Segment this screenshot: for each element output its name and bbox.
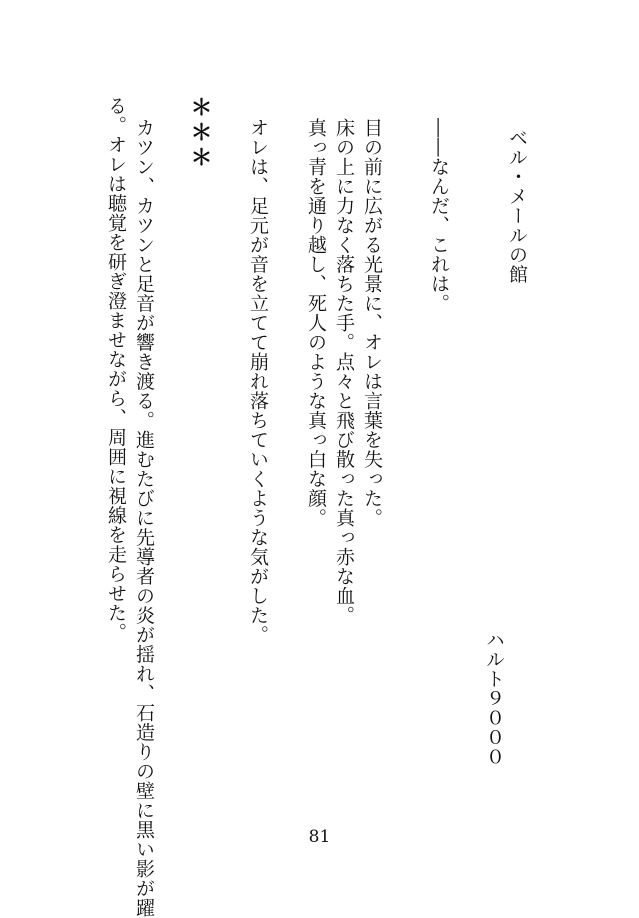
text-line-6: カツン、カツンと足音が響き渡る。進むたびに先導者の炎が揺れ、石造りの壁に黒い影が躍	[133, 118, 155, 918]
author-name: ハルト９０００	[483, 630, 505, 767]
text-line-3: 床の上に力なく落ちた手。点々と飛び散った真っ赤な血。	[333, 118, 355, 625]
text-line-2: 目の前に広がる光景に、オレは言葉を失った。	[361, 118, 383, 528]
section-break: ＊＊＊	[187, 96, 213, 171]
page-number: 81	[308, 827, 331, 847]
text-line-1: ――なんだ、これは。	[428, 118, 450, 313]
text-line-5: オレは、足元が音を立てて崩れ落ちていくような気がした。	[247, 118, 269, 645]
text-line-7: る。オレは聴覚を研ぎ澄ませながら、周囲に視線を走らせた。	[105, 96, 127, 642]
text-line-4: 真っ青を通り越し、死人のような真っ白な顔。	[305, 118, 327, 528]
story-title: ベル・メールの館	[506, 128, 528, 284]
